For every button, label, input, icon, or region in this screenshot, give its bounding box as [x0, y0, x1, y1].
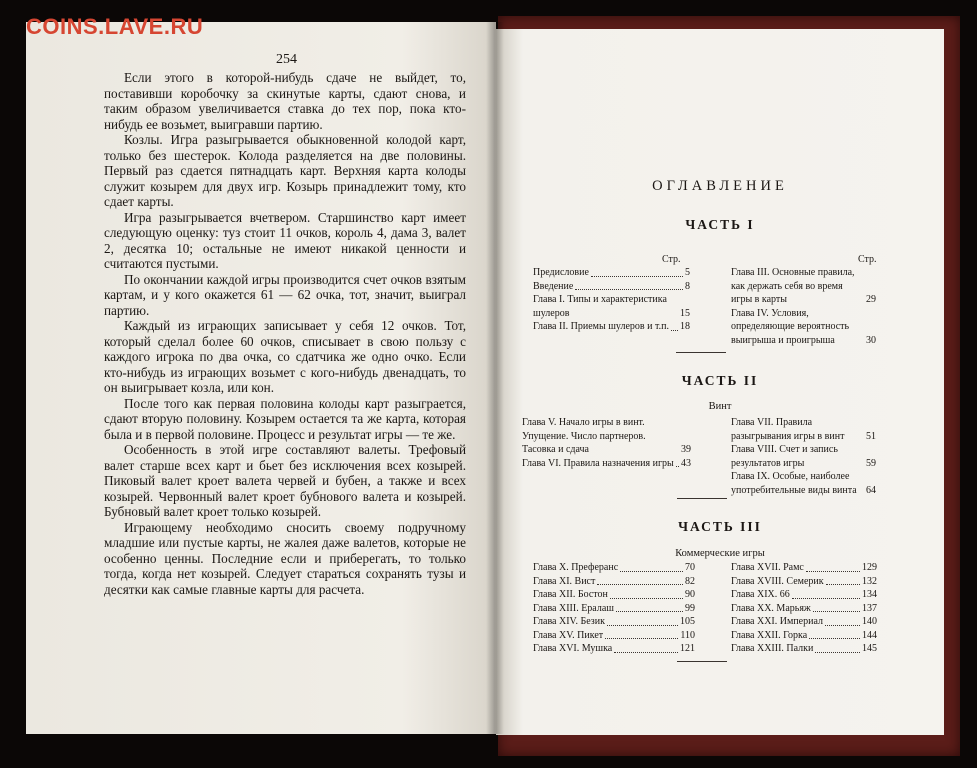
- toc-entry-title: Глава XII. Бостон: [533, 589, 608, 600]
- toc-entry-page: 18: [680, 321, 690, 332]
- toc-entry: [731, 575, 877, 589]
- toc-entry: [522, 416, 691, 457]
- toc-entry-title: Введение: [533, 280, 574, 292]
- toc-leader-dots: [813, 611, 860, 612]
- toc-entry-page: 15: [680, 307, 690, 319]
- toc-leader-dots: [620, 571, 683, 572]
- toc-entry: [522, 457, 691, 471]
- toc-leader-dots: [826, 584, 860, 585]
- toc-entry-page: 70: [685, 562, 695, 573]
- part-1-right-column: [731, 266, 876, 347]
- toc-leader-dots: [809, 638, 860, 639]
- toc-entry-title: Глава XIV. Безик: [533, 616, 605, 627]
- toc-entry-title: Глава XVIII. Семерик: [731, 575, 824, 587]
- paragraph: Игра разыгрывается вчетвером. Старшинство карт имеет следующую оценку: туз стоит 11 очков, король 4, дама 3, валет 2, десятка 10; остальные не имеют никакой ценности и считаются пустыми.: [104, 209, 466, 271]
- toc-entry: [533, 575, 695, 589]
- part-2-left-column: [522, 416, 691, 470]
- toc-entry-title: Глава XVII. Рамс: [731, 562, 804, 573]
- toc-entry-title: Глава I. Типы и характеристика шулеров: [533, 294, 667, 319]
- toc-entry-page: 134: [862, 589, 877, 600]
- toc-entry: [731, 266, 876, 307]
- toc-entry-title: Глава VIII. Счет и запись результатов игры: [731, 444, 838, 469]
- toc-leader-dots: [597, 584, 683, 585]
- toc-entry: [533, 588, 695, 602]
- toc-leader-dots: [575, 289, 683, 290]
- divider: [677, 498, 727, 499]
- paragraph: После того как первая половина колоды карт разыграется, сдают вторую половину. Козырем остается та же карта, которая была и в первой половине. Процесс и результат игры — те же.: [104, 395, 466, 442]
- toc-leader-dots: [676, 466, 679, 467]
- toc-leader-dots: [614, 652, 678, 653]
- toc-leader-dots: [792, 598, 860, 599]
- paragraph: Если этого в которой-нибудь сдаче не выйдет, то, поставивши коробочку за скинутые карты, сдают снова, и таким образом увеличивается ставка до тех пор, пока кто-нибудь ее возьмет, выигравши партию.: [104, 70, 466, 132]
- toc-entry-title: Глава XIII. Ералаш: [533, 602, 614, 614]
- toc-entry-page: 8: [685, 280, 690, 292]
- toc-entry: [533, 602, 695, 616]
- toc-entry-title: Глава V. Начало игры в винт. Упущение. Число партнеров. Тасовка и сдача: [522, 417, 646, 455]
- paragraph: Козлы. Игра разыгрывается обыкновенной колодой карт, только без шестерок. Колода разделяется на две половины. Первый раз сдается пятнадцать карт. Верхняя карта колоды служит козырем для двух игр. Козырь принадлежит тому, кто сдает карты.: [104, 132, 466, 209]
- toc-entry-title: Глава XV. Пикет: [533, 629, 604, 641]
- toc-entry-title: Глава XXI. Империал: [731, 616, 823, 627]
- toc-entry-page: 43: [681, 457, 691, 469]
- toc-leader-dots: [610, 598, 683, 599]
- toc-entry: [533, 293, 690, 320]
- toc-entry-title: Глава II. Приемы шулеров и т.п.: [533, 321, 669, 332]
- toc-entry: [731, 443, 876, 470]
- toc-leader-dots: [825, 625, 860, 626]
- toc-entry-title: Глава XX. Марьяж: [731, 602, 811, 614]
- toc-entry-page: 137: [862, 602, 877, 614]
- paragraph: Играющему необходимо сносить своему подручному младшие или пустые карты, не жалея даже валетов, которые не особенно ценны. Последние если и приберегать, то только тогда, когда нет козырей. Следует стараться сохранять тузы и десятки как самые главные карты для расчета.: [104, 519, 466, 597]
- paragraph: По окончании каждой игры производится счет очков взятым картам, и у кого окажется 61 — 62 очка, тот, значит, выиграл партию.: [104, 271, 466, 318]
- toc-entry: [533, 280, 690, 294]
- toc-leader-dots: [671, 330, 678, 331]
- toc-entry: [533, 561, 695, 575]
- toc-entry: [731, 629, 877, 643]
- toc-entry-title: Глава XIX. 66: [731, 589, 790, 600]
- toc-entry-page: 145: [862, 643, 877, 654]
- part-1-left-column: [533, 266, 690, 334]
- part-2-title: ЧАСТЬ II: [681, 373, 759, 388]
- toc-entry: [731, 307, 876, 348]
- toc-entry-title: Глава XXIII. Палки: [731, 643, 814, 654]
- watermark: COINS.LAVE.RU: [26, 14, 204, 39]
- toc-entry: [731, 416, 876, 443]
- toc-entry-page: 59: [866, 457, 876, 469]
- part-3-title: ЧАСТЬ III: [678, 519, 762, 534]
- toc-leader-dots: [607, 625, 678, 626]
- page-column-label-left: Стр.: [662, 254, 681, 265]
- toc-entry-title: Глава IV. Условия, определяющие вероятность выигрыша и проигрыша: [731, 307, 850, 346]
- part-2-subtitle: Винт: [708, 401, 732, 412]
- toc-entry: [731, 561, 877, 575]
- toc-entry-page: 82: [685, 575, 695, 587]
- toc-entry: [731, 642, 877, 656]
- part-3-subtitle: Коммерческие игры: [675, 548, 765, 559]
- toc-entry-page: 90: [685, 589, 695, 600]
- toc-entry-title: Глава XI. Вист: [533, 575, 596, 587]
- toc-entry-page: 140: [862, 616, 877, 627]
- paragraph: Особенность в этой игре составляют валеты. Трефовый валет старше всех карт и бьет без исключения всех козырей. Пиковый валет кроет валета червей и бубен, а также и всех козырей. Червонный валет кроет бубнового валета и козырей. Бубновый валет кроет только козырей.: [104, 442, 466, 519]
- toc-entry-page: 64: [866, 484, 876, 496]
- toc-entry-title: Глава XVI. Мушка: [533, 643, 613, 654]
- toc-entry: [731, 602, 877, 616]
- toc-entry-page: 29: [866, 294, 876, 305]
- part-2-right-column: [731, 416, 876, 497]
- toc-leader-dots: [815, 652, 860, 653]
- toc-entry-page: 99: [685, 602, 695, 614]
- toc-entry-page: 132: [862, 575, 877, 587]
- toc-entry-title: Глава XXII. Горка: [731, 629, 808, 641]
- toc-entry-page: 30: [866, 334, 876, 346]
- toc-entry-page: 110: [680, 629, 695, 641]
- divider: [676, 352, 726, 353]
- paragraph: Каждый из играющих записывает у себя 12 очков. Тот, который сделал более 60 очков, списывает в свою пользу с каждого игрока по два очка, со сдатчика же одно очко. Если кто-нибудь из играющих возьмет с кого-нибудь двенадцать, то он выигрывает козла, или кон.: [104, 318, 466, 395]
- toc-entry: [533, 642, 695, 656]
- toc-entry-title: Глава IX. Особые, наиболее употребительные виды винта: [731, 471, 857, 496]
- toc-entry: [731, 615, 877, 629]
- toc-entry-page: 51: [866, 430, 876, 442]
- toc-entry-page: 5: [685, 267, 690, 278]
- toc-title: ОГЛАВЛЕНИЕ: [652, 178, 788, 194]
- toc-entry-page: 129: [862, 562, 877, 573]
- toc-entry-page: 144: [862, 629, 877, 641]
- divider: [677, 661, 727, 662]
- toc-entry-title: Глава VII. Правила разыгрывания игры в винт: [731, 417, 845, 442]
- toc-entry: [731, 588, 877, 602]
- toc-entry-page: 121: [680, 643, 695, 654]
- part-3-right-column: [731, 561, 877, 656]
- part-1-title: ЧАСТЬ I: [685, 217, 755, 232]
- left-page-text: [104, 70, 466, 597]
- toc-leader-dots: [806, 571, 860, 572]
- toc-entry-title: Глава III. Основные правила, как держать себя во время игры в карты: [731, 267, 855, 305]
- page-column-label-right: Стр.: [858, 254, 877, 265]
- page-number: 254: [276, 52, 297, 67]
- toc-entry-page: 105: [680, 616, 695, 627]
- toc-entry: [533, 629, 695, 643]
- toc-entry: [533, 320, 690, 334]
- toc-leader-dots: [616, 611, 683, 612]
- toc-entry: [533, 266, 690, 280]
- toc-entry-page: 39: [681, 444, 691, 455]
- toc-leader-dots: [591, 276, 683, 277]
- toc-entry: [533, 615, 695, 629]
- part-3-left-column: [533, 561, 695, 656]
- toc-leader-dots: [605, 638, 678, 639]
- toc-entry-title: Глава VI. Правила назначения игры: [522, 457, 674, 469]
- toc-entry: [731, 470, 876, 497]
- toc-entry-title: Глава X. Преферанс: [533, 562, 619, 573]
- toc-entry-title: Предисловие: [533, 267, 589, 278]
